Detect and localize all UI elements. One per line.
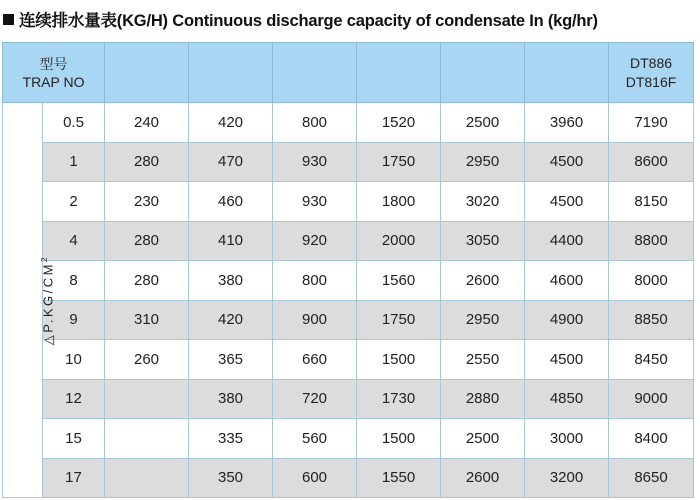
capacity-cell: 1550 [357,458,441,498]
capacity-cell: 280 [105,142,189,182]
pressure-value-cell: 17 [43,458,105,498]
capacity-cell: 8850 [609,300,694,340]
capacity-cell: 600 [273,458,357,498]
capacity-cell: 2600 [441,458,525,498]
model-header-cell [3,43,105,103]
capacity-cell: 900 [273,300,357,340]
capacity-cell: 280 [105,261,189,301]
last-header-line2: DT816F [625,73,677,90]
capacity-cell: 660 [273,340,357,380]
capacity-cell: 2950 [441,142,525,182]
pressure-value-cell: 9 [43,300,105,340]
table-row [3,261,694,301]
discharge-table-wrapper [2,42,693,497]
capacity-cell: 410 [189,221,273,261]
capacity-cell: 3050 [441,221,525,261]
capacity-cell: 2550 [441,340,525,380]
capacity-cell: 3020 [441,182,525,222]
capacity-cell: 335 [189,419,273,459]
table-row [3,221,694,261]
capacity-cell: 2600 [441,261,525,301]
capacity-cell: 930 [273,142,357,182]
table-row [3,300,694,340]
header-cell-empty [189,43,273,103]
capacity-cell [105,458,189,498]
capacity-cell: 2950 [441,300,525,340]
pressure-axis-cell [3,103,56,498]
pressure-value-cell: 15 [43,419,105,459]
discharge-capacity-table [2,42,694,498]
capacity-cell: 8450 [609,340,694,380]
capacity-cell [105,419,189,459]
capacity-cell: 930 [273,182,357,222]
capacity-cell: 2880 [441,379,525,419]
pressure-axis-label [40,255,56,345]
title-bar [0,4,700,34]
header-cell-empty [273,43,357,103]
capacity-cell: 920 [273,221,357,261]
capacity-cell: 460 [189,182,273,222]
header-cell-empty [441,43,525,103]
capacity-cell: 2500 [441,103,525,143]
capacity-cell: 420 [189,103,273,143]
pressure-value-cell: 12 [43,379,105,419]
pressure-axis-text: △P.KG/CM [40,262,56,346]
model-header-line2: TRAP NO [22,73,85,90]
capacity-cell: 3000 [525,419,609,459]
capacity-cell: 1750 [357,142,441,182]
model-dt886-header [609,43,694,103]
header-cell-empty [357,43,441,103]
model-header-line1: 型号 [39,55,68,72]
capacity-cell: 310 [105,300,189,340]
capacity-cell: 9000 [609,379,694,419]
pressure-value-cell: 1 [43,142,105,182]
pressure-value-cell: 8 [43,261,105,301]
capacity-cell: 240 [105,103,189,143]
capacity-cell: 1500 [357,419,441,459]
capacity-cell: 1800 [357,182,441,222]
last-header-line1: DT886 [630,54,673,71]
capacity-cell: 8150 [609,182,694,222]
capacity-cell: 800 [273,103,357,143]
table-row [3,182,694,222]
capacity-cell: 280 [105,221,189,261]
capacity-cell: 8650 [609,458,694,498]
table-body [3,103,694,498]
table-row [3,379,694,419]
pressure-value-cell: 0.5 [43,103,105,143]
capacity-cell: 8400 [609,419,694,459]
capacity-cell: 7190 [609,103,694,143]
header-cell-empty [525,43,609,103]
capacity-cell: 1730 [357,379,441,419]
capacity-cell: 350 [189,458,273,498]
title-square-icon [3,14,14,25]
capacity-cell: 2500 [441,419,525,459]
capacity-cell: 4850 [525,379,609,419]
capacity-cell: 1520 [357,103,441,143]
capacity-cell: 4500 [525,182,609,222]
capacity-cell: 8800 [609,221,694,261]
capacity-cell: 720 [273,379,357,419]
table-row [3,419,694,459]
pressure-value-cell: 2 [43,182,105,222]
capacity-cell: 420 [189,300,273,340]
pressure-value-cell: 10 [43,340,105,380]
table-row [3,103,694,143]
header-cell-empty [105,43,189,103]
page-title: 连续排水量表(KG/H) Continuous discharge capacity of condensate In (kg/hr) [19,12,598,30]
capacity-cell: 230 [105,182,189,222]
capacity-cell: 260 [105,340,189,380]
capacity-cell: 3960 [525,103,609,143]
capacity-cell: 2000 [357,221,441,261]
capacity-cell: 4500 [525,340,609,380]
table-row [3,458,694,498]
capacity-cell: 4900 [525,300,609,340]
capacity-cell: 8600 [609,142,694,182]
capacity-cell: 4500 [525,142,609,182]
table-row [3,340,694,380]
capacity-cell: 365 [189,340,273,380]
capacity-cell: 4600 [525,261,609,301]
capacity-cell [105,379,189,419]
header-row [3,43,694,103]
capacity-cell: 800 [273,261,357,301]
pressure-axis-superscript: 2 [39,255,49,263]
pressure-value-cell: 4 [43,221,105,261]
capacity-cell: 4400 [525,221,609,261]
capacity-cell: 1560 [357,261,441,301]
capacity-cell: 560 [273,419,357,459]
capacity-cell: 1750 [357,300,441,340]
capacity-cell: 380 [189,379,273,419]
capacity-cell: 3200 [525,458,609,498]
capacity-cell: 380 [189,261,273,301]
capacity-cell: 1500 [357,340,441,380]
capacity-cell: 470 [189,142,273,182]
capacity-cell: 8000 [609,261,694,301]
table-row [3,142,694,182]
